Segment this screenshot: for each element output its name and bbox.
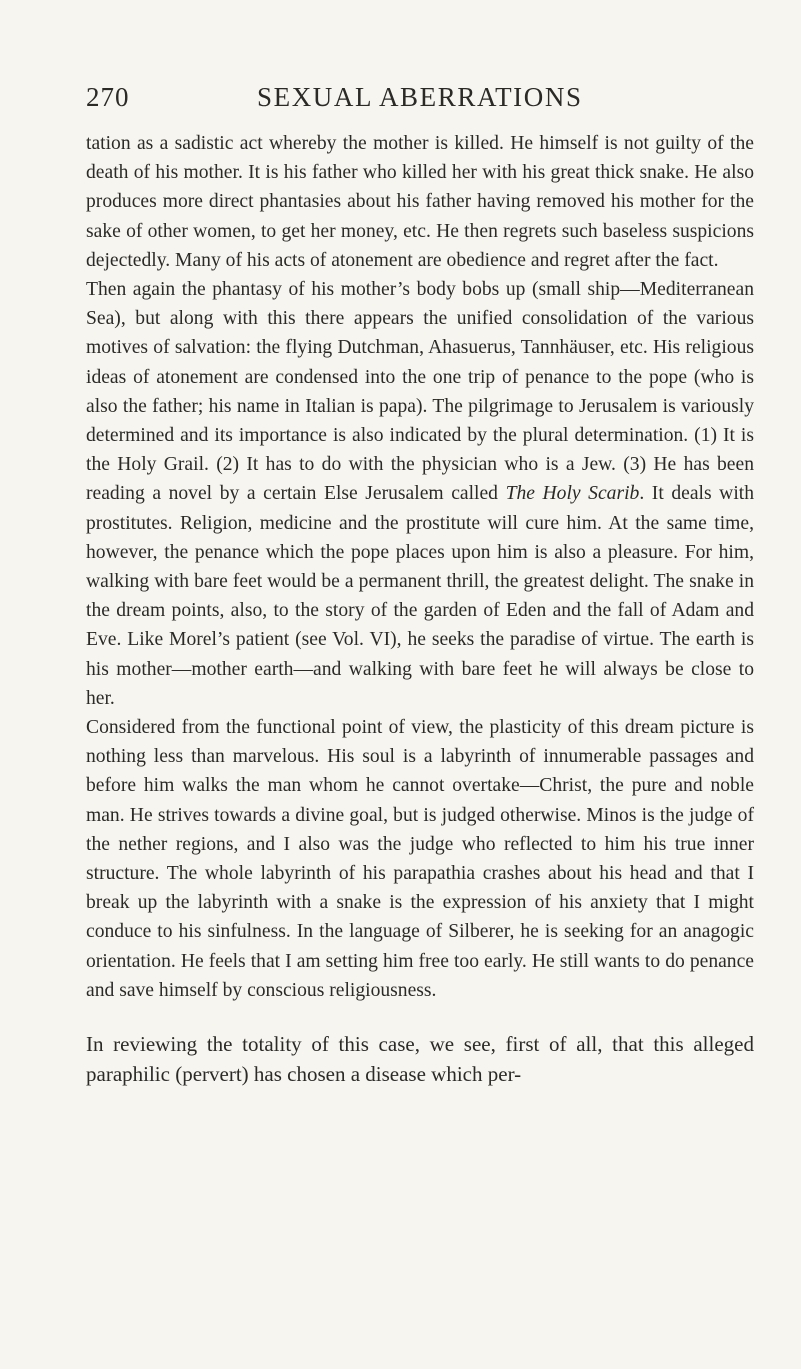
page-number: 270: [86, 82, 130, 112]
running-head: SEXUAL ABERRATIONS: [257, 82, 583, 112]
page-header: [86, 82, 753, 122]
body-text: [86, 129, 754, 1089]
paragraph-2-rest: . It deals with prostitutes. Religion, medicine and the prostitute will cure him. At the same time, however, the penance which the pope places upon him is also a pleasure. For him, walking with bare feet would be a permanent thrill, the greatest delight. The snake in the dream points, also, to the story of the garden of Eden and the fall of Adam and Eve. Like Morel’s patient (see Vol. VI), he seeks the paradise of virtue. The earth is his mother—mother earth—and walking with bare feet he will always be close to her.: [86, 483, 755, 709]
paragraph-4: In reviewing the totality of this case, we see, first of all, that this alleged paraphilic (pervert) has chosen a disease which per-: [86, 1032, 754, 1087]
paragraph-3: Considered from the functional point of view, the plasticity of this dream picture is nothing less than marvelous. His soul is a labyrinth of innumerable passages and before him walks the man whom he cannot overtake—Christ, the pure and noble man. He strives towards a divine goal, but is judged otherwise. Minos is the judge of the nether regions, and I also was the judge who reflected to him his true inner structure. The whole labyrinth of his parapathia crashes about his head and that I break up the labyrinth with a snake is the expression of his anxiety that I might conduce to his sinfulness. In the language of Silberer, he is seeking for an anagogic orientation. He feels that I am setting him free too early. He still wants to do penance and save himself by conscious religiousness.: [86, 717, 754, 1001]
paragraph-2-start: Then again the phantasy of his mother’s body bobs up (small ship—Mediterranean Sea), but along with this there appears the unified consolidation of the various motives of salvation: the flying Dutchman, Ahasuerus, Tannhäuser, etc. His religious ideas of atonement are condensed into the one trip of penance to the pope (who is also the father; his name in Italian is papa). The pilgrimage to Jerusalem is variously determined and its importance is also indicated by the plural determination. (1) It is the Holy Grail. (2) It has to do with the physician who is a Jew. (3) He has been reading a novel by a certain Else Jerusalem called: [86, 279, 754, 505]
paragraph-1: tation as a sadistic act whereby the mother is killed. He himself is not guilty of the death of his mother. It is his father who killed her with his great thick snake. He also produces more direct phantasies about his father having removed his mother for the sake of other women, to get her money, etc. He then regrets such baseless suspicions dejectedly. Many of his acts of atonement are obedience and regret after the fact.: [86, 133, 754, 271]
paragraph-2: [86, 275, 754, 713]
book-title: The Holy Scarib: [505, 483, 640, 505]
